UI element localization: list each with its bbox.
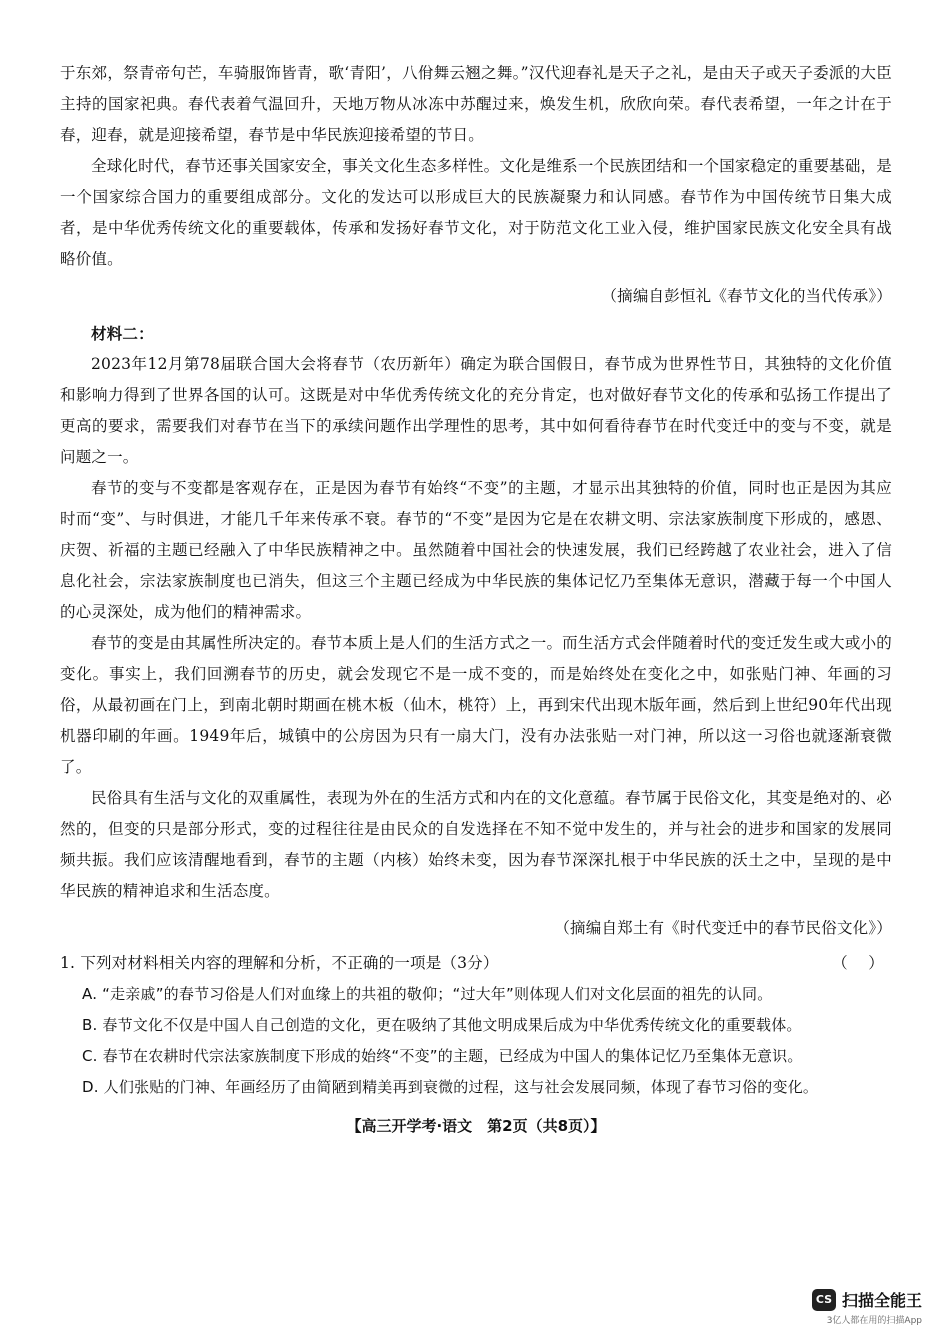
exam-page	[60, 58, 892, 1136]
option-c: C. 春节在农耕时代宗法家族制度下形成的始终“不变”的主题，已经成为中国人的集体记忆乃至集体无意识。	[82, 1047, 803, 1065]
scanner-app-name: 扫描全能王	[841, 1291, 922, 1310]
material1-paragraph-2: 全球化时代，春节还事关国家安全，事关文化生态多样性。文化是维系一个民族团结和一个国家稳定的重要基础，是一个国家综合国力的重要组成部分。文化的发达可以形成巨大的民族凝聚力和认同感。春节作为中国传统节日集大成者，是中华优秀传统文化的重要载体，传承和发扬好春节文化，对于防范文化工业入侵，维护国家民族文化安全具有战略价值。	[60, 157, 892, 268]
page-footer: 【高三开学考·语文 第2页（共8页）】	[346, 1117, 606, 1135]
scanner-watermark	[812, 1288, 922, 1326]
answer-parentheses: （ ）	[832, 954, 884, 972]
option-a: A. “走亲戚”的春节习俗是人们对血缘上的共祖的敬仰；“过大年”则体现人们对文化层面的祖先的认同。	[82, 985, 773, 1003]
material2-paragraph-1: 2023年12月第78届联合国大会将春节（农历新年）确定为联合国假日，春节成为世界性节日，其独特的文化价值和影响力得到了世界各国的认可。这既是对中华优秀传统文化的充分肯定，也对做好春节文化的传承和弘扬工作提出了更高的要求，需要我们对春节在当下的承续问题作出学理性的思考，其中如何看待春节在时代变迁中的变与不变，就是问题之一。	[60, 355, 892, 466]
material2-paragraph-4: 民俗具有生活与文化的双重属性，表现为外在的生活方式和内在的文化意蕴。春节属于民俗文化，其变是绝对的、必然的，但变的只是部分形式，变的过程往往是由民众的自发选择在不知不觉中发生的，并与社会的进步和国家的发展同频共振。我们应该清醒地看到，春节的主题（内核）始终未变，因为春节深深扎根于中华民族的沃土之中，呈现的是中华民族的精神追求和生活态度。	[60, 789, 892, 900]
material2-paragraph-3: 春节的变是由其属性所决定的。春节本质上是人们的生活方式之一。而生活方式会伴随着时代的变迁发生或大或小的变化。事实上，我们回溯春节的历史，就会发现它不是一成不变的，而是始终处在变化之中，如张贴门神、年画的习俗，从最初画在门上，到南北朝时期画在桃木板（仙木，桃符）上，再到宋代出现木版年画，然后到上世纪90年代出现机器印刷的年画。1949年后，城镇中的公房因为只有一扇大门，没有办法张贴一对门神，所以这一习俗也就逐渐衰微了。	[60, 634, 892, 776]
scanner-brand-row	[812, 1288, 922, 1311]
option-b: B. 春节文化不仅是中国人自己创造的文化，更在吸纳了其他文明成果后成为中华优秀传统文化的重要载体。	[82, 1016, 802, 1034]
question-1-stem: 1. 下列对材料相关内容的理解和分析，不正确的一项是（3分）	[60, 954, 499, 972]
camscanner-icon: CS	[812, 1289, 836, 1311]
material2-paragraph-2: 春节的变与不变都是客观存在，正是因为春节有始终“不变”的主题，才显示出其独特的价值，同时也正是因为其应时而“变”、与时俱进，才能几千年来传承不衰。春节的“不变”是因为它是在农耕文明、宗法家族制度下形成的，感恩、庆贺、祈福的主题已经融入了中华民族精神之中。虽然随着中国社会的快速发展，我们已经跨越了农业社会，进入了信息化社会，宗法家族制度也已消失，但这三个主题已经成为中华民族的集体记忆乃至集体无意识，潜藏于每一个中国人的心灵深处，成为他们的精神需求。	[60, 479, 892, 621]
option-d: D. 人们张贴的门神、年画经历了由简陋到精美再到衰微的过程，这与社会发展同频，体现了春节习俗的变化。	[82, 1078, 819, 1096]
question-1-stem-row	[60, 948, 892, 979]
material2-source: （摘编自郑土有《时代变迁中的春节民俗文化》）	[554, 919, 892, 937]
scanner-tagline: 3亿人都在用的扫描App	[826, 1316, 922, 1326]
material2-heading: 材料二：	[91, 324, 154, 343]
material1-source: （摘编自彭恒礼《春节文化的当代传承》）	[601, 287, 892, 305]
material1-paragraph-continued: 于东郊，祭青帝句芒，车骑服饰皆青，歌‘青阳’，八佾舞云翘之舞。”汉代迎春礼是天子之礼，是由天子或天子委派的大臣主持的国家祀典。春代表着气温回升，天地万物从冰冻中苏醒过来，焕发生机，欣欣向荣。春代表希望，一年之计在于春，迎春，就是迎接希望，春节是中华民族迎接希望的节日。	[60, 64, 892, 144]
